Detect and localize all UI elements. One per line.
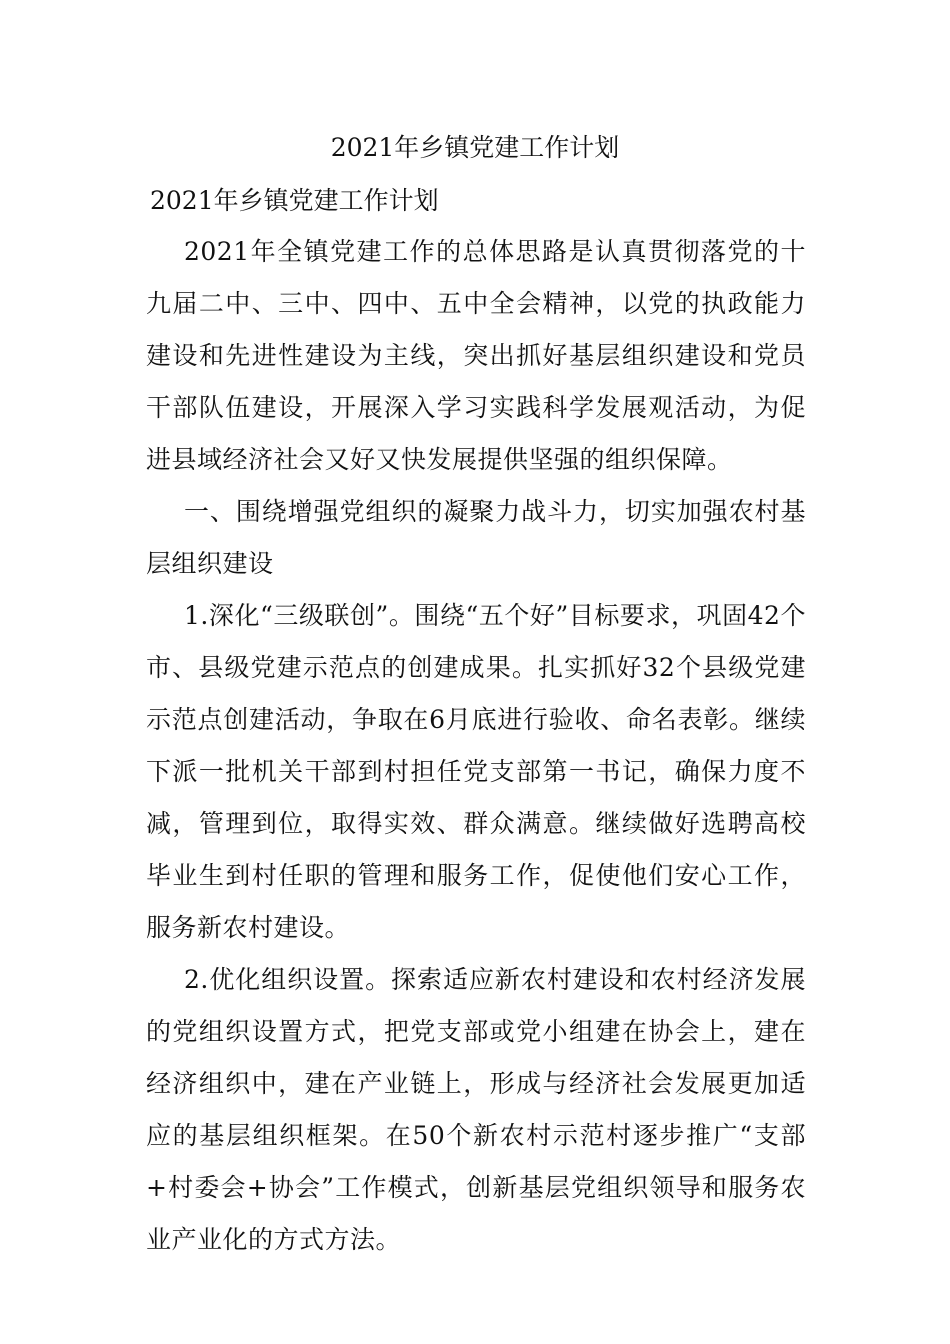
paragraph-item-2: 2.优化组织设置。探索适应新农村建设和农村经济发展的党组织设置方式，把党支部或党小组建在协会上，建在经济组织中，建在产业链上，形成与经济社会发展更加适应的基层组织框架。在50个新农村示范村逐步推广“支部+村委会+协会”工作模式，创新基层党组织领导和服务农业产业化的方式方法。 [146, 965, 806, 1254]
paragraph-intro: 2021年全镇党建工作的总体思路是认真贯彻落党的十九届二中、三中、四中、五中全会精神，以党的执政能力建设和先进性建设为主线，突出抓好基层组织建设和党员干部队伍建设，开展深入学习实践科学发展观活动，为促进县域经济社会又好又快发展提供坚强的组织保障。 [146, 237, 806, 474]
document-subtitle: 2021年乡镇党建工作计划 [150, 186, 439, 215]
section-heading-1: 一、围绕增强党组织的凝聚力战斗力，切实加强农村基层组织建设 [146, 497, 806, 578]
paragraph-item-1: 1.深化“三级联创”。围绕“五个好”目标要求，巩固42个市、县级党建示范点的创建成果。扎实抓好32个县级党建示范点创建活动，争取在6月底进行验收、命名表彰。继续下派一批机关干部到村担任党支部第一书记，确保力度不减，管理到位，取得实效、群众满意。继续做好选聘高校毕业生到村任职的管理和服务工作，促使他们安心工作，服务新农村建设。 [146, 601, 806, 942]
document-body [146, 226, 806, 1266]
document-title: 2021年乡镇党建工作计划 [330, 133, 620, 162]
